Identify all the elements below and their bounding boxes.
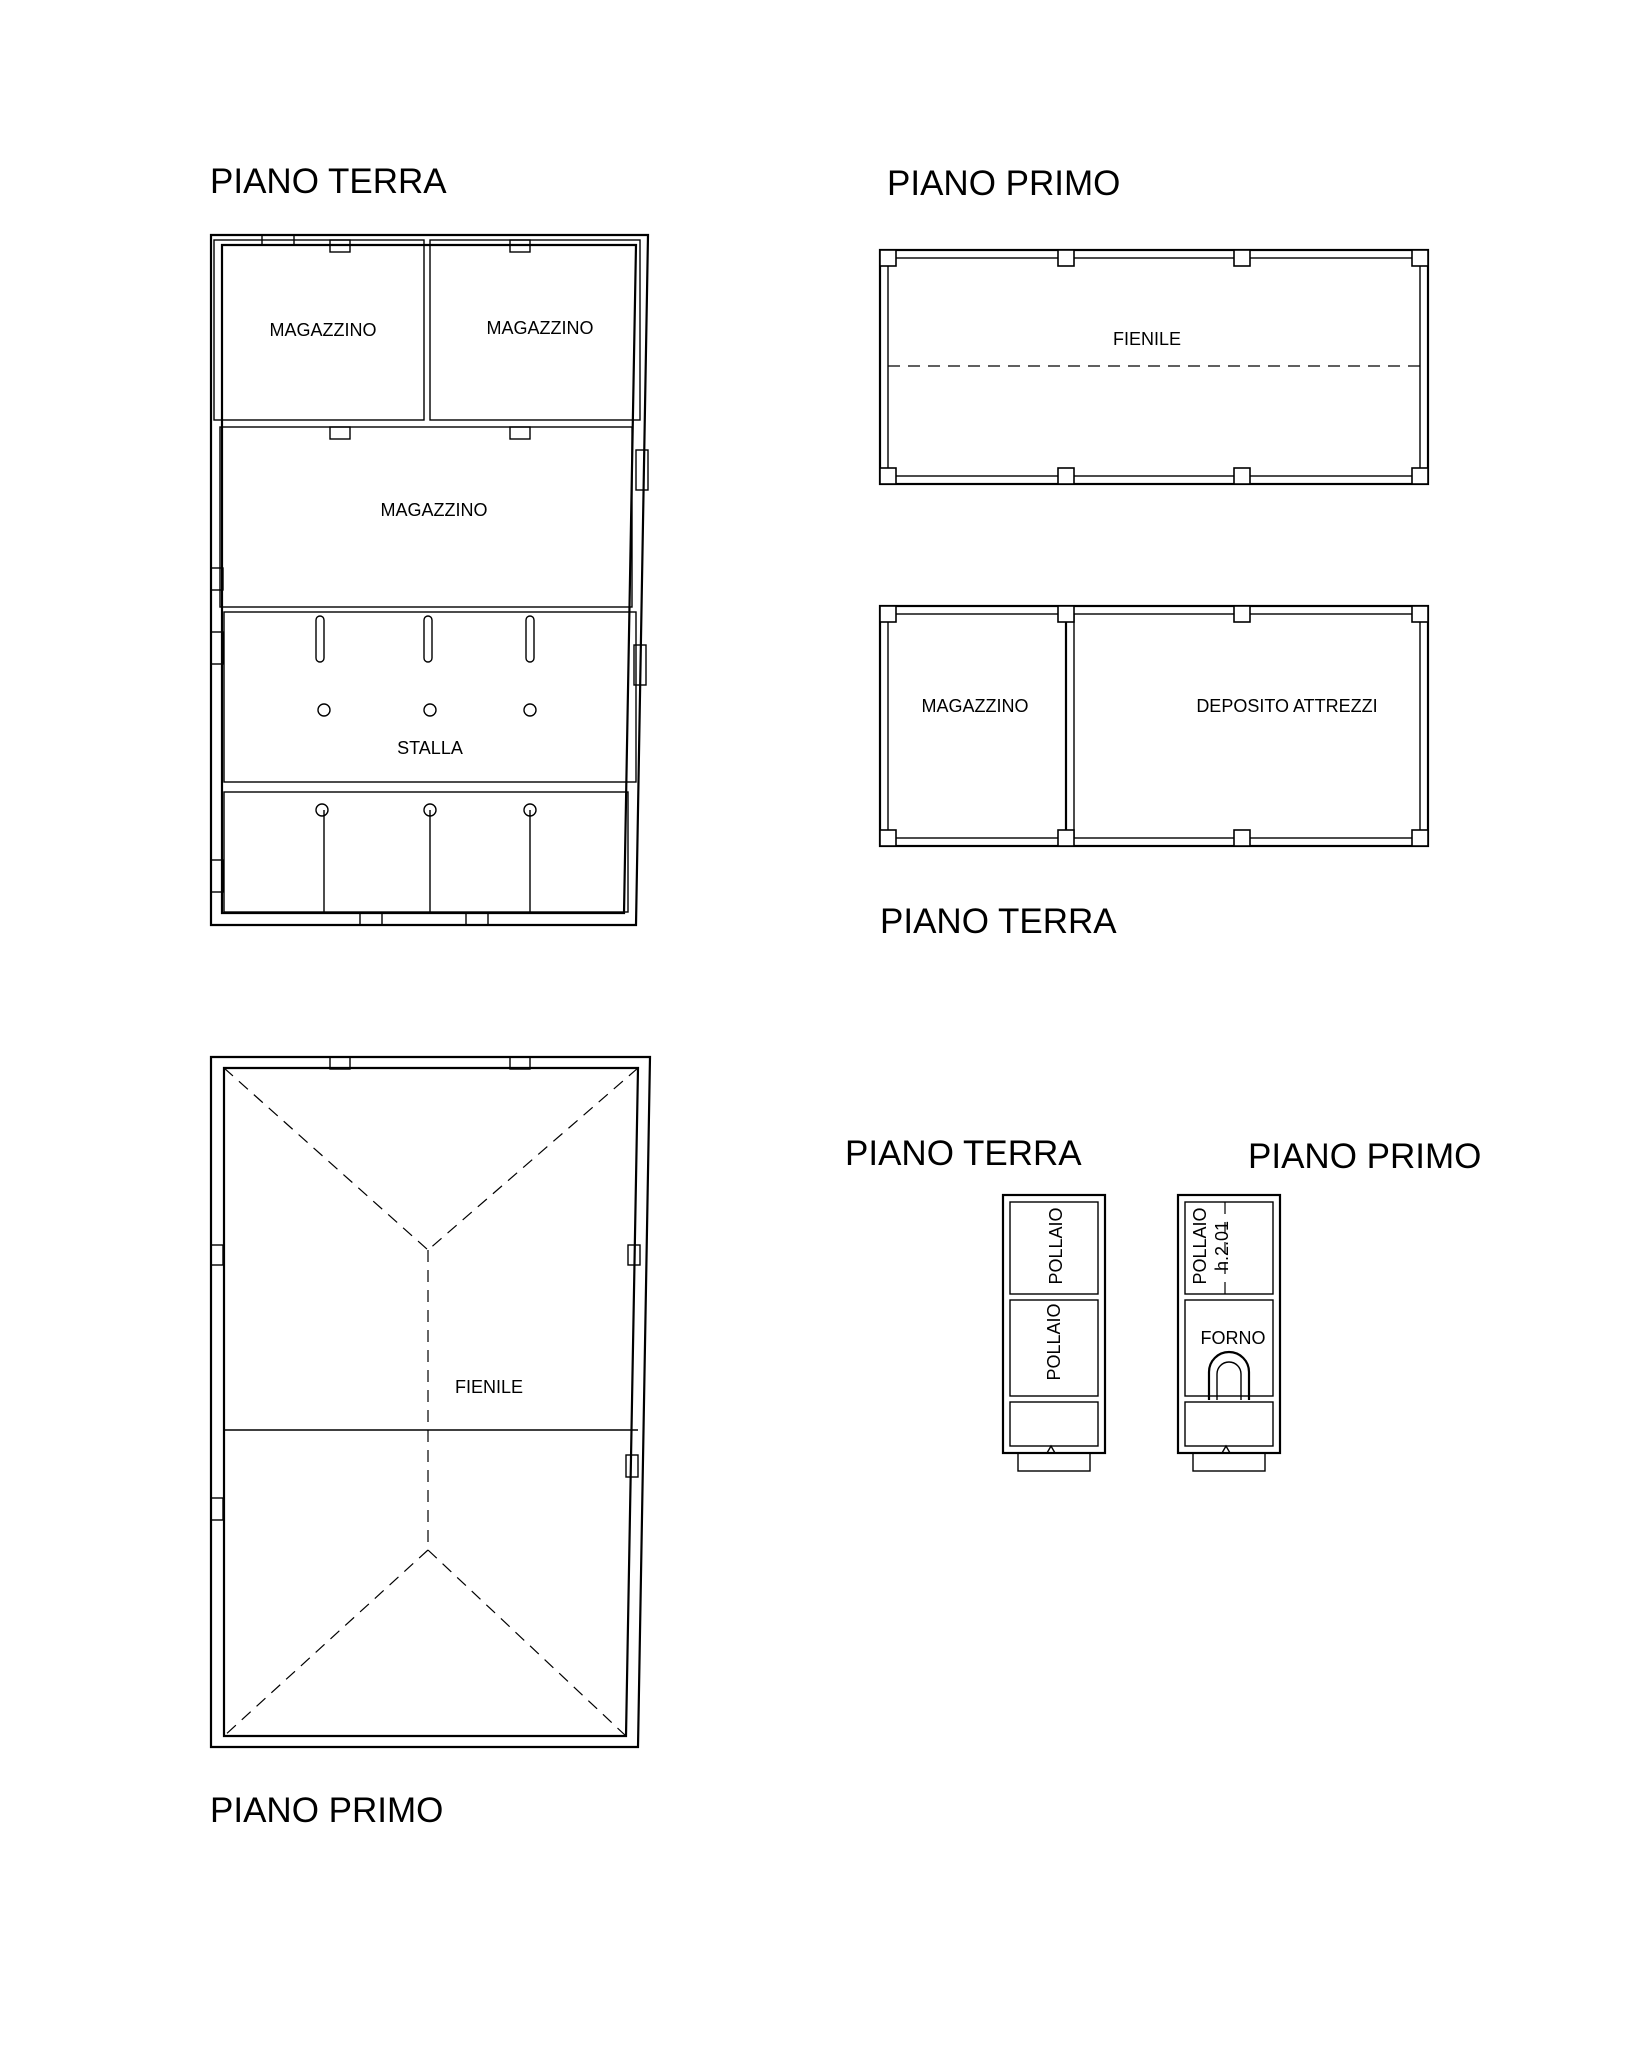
building-b-ground-title: PIANO TERRA xyxy=(880,902,1117,941)
room-label-forno: FORNO xyxy=(1200,1328,1266,1348)
building-a-first-title: PIANO PRIMO xyxy=(210,1791,444,1830)
room-label-magazzino: MAGAZZINO xyxy=(380,500,488,520)
building-c-first-title: PIANO PRIMO xyxy=(1248,1137,1482,1176)
height-annotation: h.2.01 xyxy=(1212,1220,1232,1272)
room-label-fienile: FIENILE xyxy=(454,1377,524,1397)
building-a-first-floor-plan xyxy=(211,1057,650,1747)
room-label-deposito-attrezzi: DEPOSITO ATTREZZI xyxy=(1196,696,1378,716)
room-label-pollaio: POLLAIO xyxy=(1046,1207,1066,1285)
room-label-pollaio: POLLAIO xyxy=(1190,1207,1210,1285)
room-label-magazzino: MAGAZZINO xyxy=(486,318,594,338)
building-b-ground-floor-plan xyxy=(880,606,1428,846)
room-label-fienile: FIENILE xyxy=(1112,329,1182,349)
room-label-magazzino: MAGAZZINO xyxy=(921,696,1029,716)
building-b-first-floor-plan xyxy=(880,250,1428,484)
building-b-first-title: PIANO PRIMO xyxy=(887,164,1121,203)
building-a-ground-title: PIANO TERRA xyxy=(210,162,447,201)
room-label-stalla: STALLA xyxy=(397,738,463,758)
room-label-pollaio: POLLAIO xyxy=(1044,1303,1064,1381)
building-c-ground-title: PIANO TERRA xyxy=(845,1134,1082,1173)
room-label-magazzino: MAGAZZINO xyxy=(269,320,377,340)
